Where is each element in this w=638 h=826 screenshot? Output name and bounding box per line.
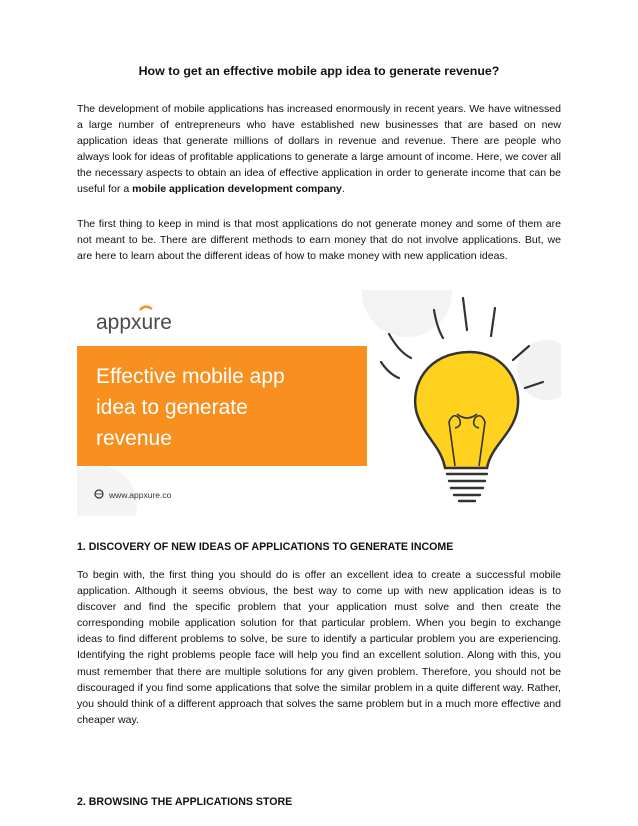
article-banner-image [77, 290, 561, 516]
intro-text-end: . [341, 183, 345, 196]
banner-graphic [77, 290, 561, 516]
logo-text: appxure [96, 311, 172, 334]
section-1-heading: 1. DISCOVERY OF NEW IDEAS OF APPLICATIONS TO GENERATE INCOME [77, 541, 454, 553]
bulb-base [447, 474, 487, 501]
banner-headline-line-3: revenue [96, 427, 172, 450]
intro-text: The development of mobile applications has increased enormously in recent years. We have witnessed a large number of entrepreneurs who have established new businesses that are based on new application ideas that generate millions of dollars in revenue and revenue. There are people who always look for ideas of profitable applications to generate a large amount of income. Here, we cover all the necessary aspects to obtain an idea of effective application in order to generate income that can be useful for a [77, 103, 561, 196]
logo-swoosh-icon [140, 307, 152, 310]
appxure-logo [96, 307, 172, 334]
second-paragraph: The first thing to keep in mind is that most applications do not generate money and some of them are not meant to be. There are different methods to earn money that do not involve applications. But, we are here to learn about the different ideas of how to make money with new application ideas. [77, 218, 561, 263]
banner-headline-line-1: Effective mobile app [96, 365, 285, 388]
section-1-paragraph: To begin with, the first thing you should do is offer an excellent idea to create a successful mobile application. Although it seems obvious, the best way to come up with new application ideas is to discover and find the specific problem that your application must solve and then create the corresponding mobile application solution for that particular problem. When you begin to exchange ideas to find different problems to solve, be sure to identify a particular problem you are experiencing. Identifying the right problems people face will help you find an excellent solution. Along with this, you must remember that there are multiple solutions for any given problem. Therefore, you should not be discouraged if you find some applications that solve the similar problem in a quite different way. Rather, you should think of a different approach that solves the same problem but in a much more effective and cheaper way. [77, 569, 561, 726]
intro-bold-link-text: mobile application development company [132, 183, 342, 196]
decor-circle [517, 340, 561, 400]
bulb-glass [415, 352, 518, 468]
intro-paragraph [77, 101, 561, 198]
banner-website: www.appxure.co [109, 490, 172, 500]
banner-headline-line-2: idea to generate [96, 396, 248, 419]
section-2-heading: 2. BROWSING THE APPLICATIONS STORE [77, 796, 293, 808]
page-title: How to get an effective mobile app idea to generate revenue? [138, 64, 500, 78]
